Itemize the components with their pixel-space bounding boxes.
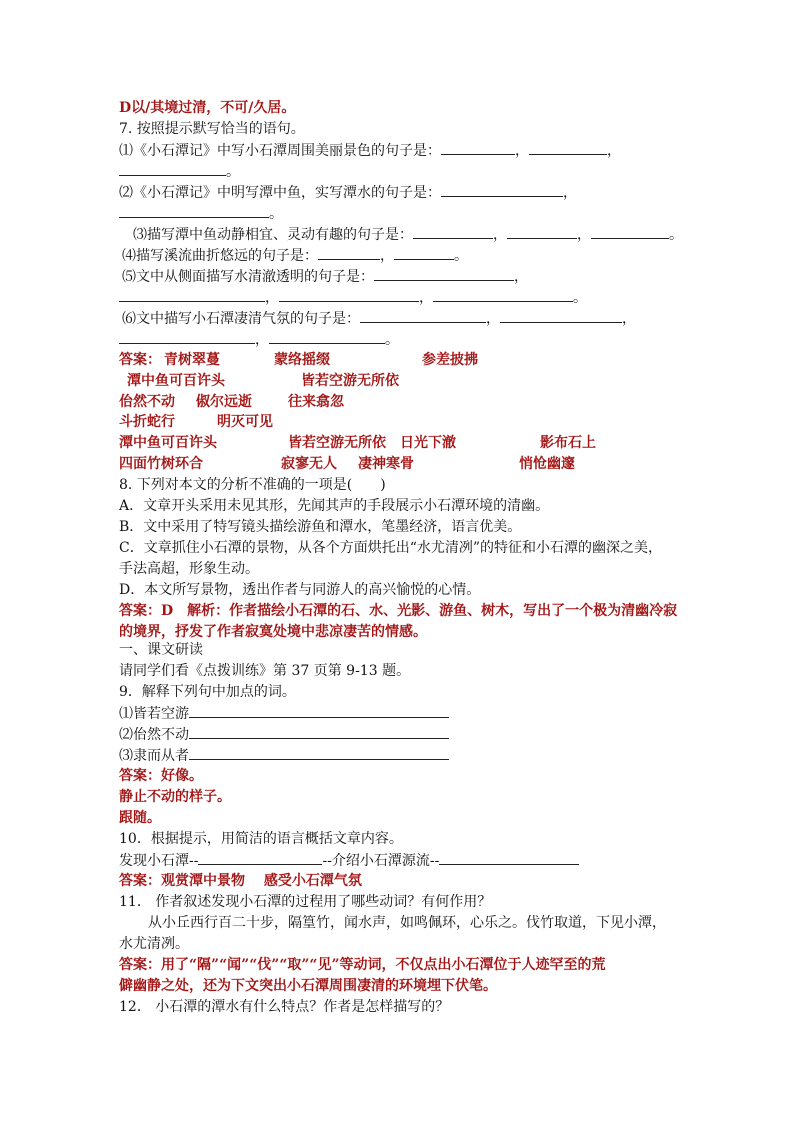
answer-11-cont: 僻幽静之处，还为下文突出小石潭周围凄清的环境埋下伏笔。: [119, 978, 497, 994]
option-c[interactable]: C．文章抓住小石潭的景物，从各个方面烘托出“水尤清冽”的特征和小石潭的幽深之美，: [119, 540, 663, 556]
answer-item: 参差披拂: [422, 352, 478, 368]
answer-blank[interactable]: [119, 203, 269, 218]
answer-10: 答案：观赏潭中景物 感受小石潭气氛: [119, 873, 362, 889]
prompt-text: ⑵佁然不动: [119, 727, 189, 743]
answer-blank[interactable]: [189, 724, 449, 739]
question-8: 8. 下列对本文的分析不准确的一项是( ): [119, 477, 386, 493]
answer-9-1: 答案：好像。: [119, 768, 203, 784]
punct: ，: [607, 143, 621, 159]
option-b[interactable]: B．文中采用了特写镜头描绘游鱼和潭水，笔墨经济，语言优美。: [119, 519, 522, 535]
answer-blank[interactable]: [439, 850, 579, 865]
answer-blank[interactable]: [119, 287, 265, 302]
option-c-cont: 手法高超，形象生动。: [119, 561, 259, 577]
question-12: 12． 小石潭的潭水有什么特点？作者是怎样描写的？: [119, 999, 450, 1015]
prompt-text: ⑹文中描写小石潭凄清气氛的句子是：: [122, 311, 360, 327]
option-a[interactable]: A．文章开头采用未见其形，先闻其声的手段展示小石潭环境的清幽。: [119, 498, 550, 514]
punct: 。: [454, 248, 468, 264]
question-7-6: [122, 308, 636, 328]
question-7-1: [119, 140, 621, 160]
punct: ，: [515, 143, 529, 159]
question-7-5-cont: [119, 287, 587, 307]
answer-item: 佁然不动: [119, 394, 175, 410]
prompt-text: ⑸文中从侧面描写水清澈透明的句子是：: [122, 269, 374, 285]
question-7-title: 7. 按照提示默写恰当的语句。: [119, 121, 305, 137]
question-7-6-cont: [119, 329, 399, 349]
answer-blank[interactable]: [394, 245, 454, 260]
punct: 。: [385, 332, 399, 348]
question-11: 11． 作者叙述发现小石潭的过程用了哪些动词？有何作用？: [119, 894, 492, 910]
answer-blank[interactable]: [591, 224, 669, 239]
prompt-text: ⑴皆若空游: [119, 706, 189, 722]
question-7-4: [122, 245, 468, 265]
answer-item: 俶尔远逝: [196, 394, 252, 410]
punct: ，: [514, 269, 528, 285]
answer-item: 凄神寒骨: [358, 456, 414, 472]
answer-item: 潭中鱼可百许头: [127, 373, 225, 389]
punct: 。: [226, 164, 240, 180]
answer-blank[interactable]: [269, 329, 385, 344]
punct: ，: [265, 290, 279, 306]
question-7-2-cont: [119, 203, 283, 223]
answer-8: 答案：D 解析：作者描绘小石潭的石、水、光影、游鱼、树木，写出了一个极为清幽冷寂: [119, 603, 678, 619]
question-9-2: [119, 724, 449, 744]
prompt-text: ⑶隶而从者: [119, 748, 189, 764]
answer-7-row-3: [119, 392, 719, 412]
answer-item: 寂寥无人: [281, 456, 337, 472]
answer-item: 往来翕忽: [288, 394, 344, 410]
prompt-text: ⑵《小石潭记》中明写潭中鱼，实写潭水的句子是：: [119, 185, 441, 201]
answer-item: 潭中鱼可百许头: [119, 435, 217, 451]
question-7-1-cont: [119, 161, 240, 181]
punct: 。: [269, 206, 283, 222]
answer-blank[interactable]: [119, 329, 255, 344]
answer-item: 悄怆幽邃: [519, 456, 575, 472]
question-11-quote: 从小丘西行百二十步，隔篁竹，闻水声，如鸣佩环，心乐之。伐竹取道，下见小潭，: [148, 915, 666, 931]
prompt-text: --介绍小石潭源流--: [322, 853, 440, 869]
answer-7-row-5: [119, 433, 719, 453]
punct: ，: [380, 248, 394, 264]
option-d[interactable]: D．本文所写景物，透出作者与同游人的高兴愉悦的心情。: [119, 582, 481, 598]
answer-8-cont: 的境界，抒发了作者寂寞处境中悲凉凄苦的情感。: [119, 624, 427, 640]
question-7-3: [133, 224, 683, 244]
prompt-text: 发现小石潭--: [119, 853, 199, 869]
answer-item: 四面竹树环合: [119, 456, 203, 472]
answer-7-row-2: [119, 371, 719, 391]
answer-7-row-6: [119, 454, 719, 474]
punct: ，: [563, 185, 577, 201]
question-7-5: [122, 266, 528, 286]
question-9-1: [119, 703, 449, 723]
answer-11: 答案：用了“隔”“闻”“伐”“取”“见”等动词，不仅点出小石潭位于人迹罕至的荒: [119, 957, 606, 973]
section-instruction: 请同学们看《点拨训练》第 37 页第 9-13 题。: [119, 663, 411, 679]
answer-item: 皆若空游无所依: [301, 373, 399, 389]
question-9-3: [119, 745, 449, 765]
punct: ，: [577, 227, 591, 243]
punct: ，: [255, 332, 269, 348]
answer-blank[interactable]: [441, 140, 515, 155]
answer-blank[interactable]: [374, 266, 514, 281]
answer-label: 答案：: [119, 352, 161, 368]
answer-blank[interactable]: [360, 308, 486, 323]
prompt-text: ⑴《小石潭记》中写小石潭周围美丽景色的句子是：: [119, 143, 441, 159]
punct: ，: [622, 311, 636, 327]
punct: ，: [493, 227, 507, 243]
answer-item: 影布石上: [540, 435, 596, 451]
answer-blank[interactable]: [507, 224, 577, 239]
answer-blank[interactable]: [189, 745, 449, 760]
answer-7-row-1: [119, 350, 719, 370]
punct: ，: [486, 311, 500, 327]
answer-item: 青树翠蔓: [164, 352, 220, 368]
question-10-line: [119, 850, 579, 870]
answer-line-6: D以/其境过清，不可/久居。: [119, 100, 296, 116]
answer-blank[interactable]: [198, 850, 322, 865]
answer-blank[interactable]: [189, 703, 449, 718]
answer-item: 蒙络摇缀: [274, 352, 330, 368]
punct: 。: [669, 227, 683, 243]
punct: 。: [573, 290, 587, 306]
answer-9-2: 静止不动的样子。: [119, 789, 231, 805]
answer-blank[interactable]: [433, 287, 573, 302]
prompt-text: ⑷描写溪流曲折悠远的句子是：: [122, 248, 318, 264]
answer-item: 皆若空游无所依: [288, 435, 386, 451]
answer-7-row-4: [119, 412, 719, 432]
answer-item: 明灭可见: [217, 414, 273, 430]
question-11-quote-cont: 水尤清冽。: [119, 936, 189, 952]
answer-9-3: 跟随。: [119, 810, 161, 826]
question-9: 9．解释下列句中加点的词。: [119, 684, 296, 700]
answer-blank[interactable]: [318, 245, 380, 260]
question-7-2: [119, 182, 577, 202]
answer-item: 斗折蛇行: [119, 414, 175, 430]
section-heading: 一、课文研读: [119, 642, 203, 658]
answer-blank[interactable]: [413, 224, 493, 239]
answer-blank[interactable]: [279, 287, 419, 302]
answer-blank[interactable]: [119, 161, 226, 176]
answer-item: 日光下澈: [400, 435, 456, 451]
punct: ，: [419, 290, 433, 306]
answer-blank[interactable]: [500, 308, 622, 323]
question-10: 10．根据提示，用简洁的语言概括文章内容。: [119, 831, 403, 847]
answer-blank[interactable]: [529, 140, 607, 155]
answer-blank[interactable]: [441, 182, 563, 197]
prompt-text: ⑶描写潭中鱼动静相宜、灵动有趣的句子是：: [133, 227, 413, 243]
